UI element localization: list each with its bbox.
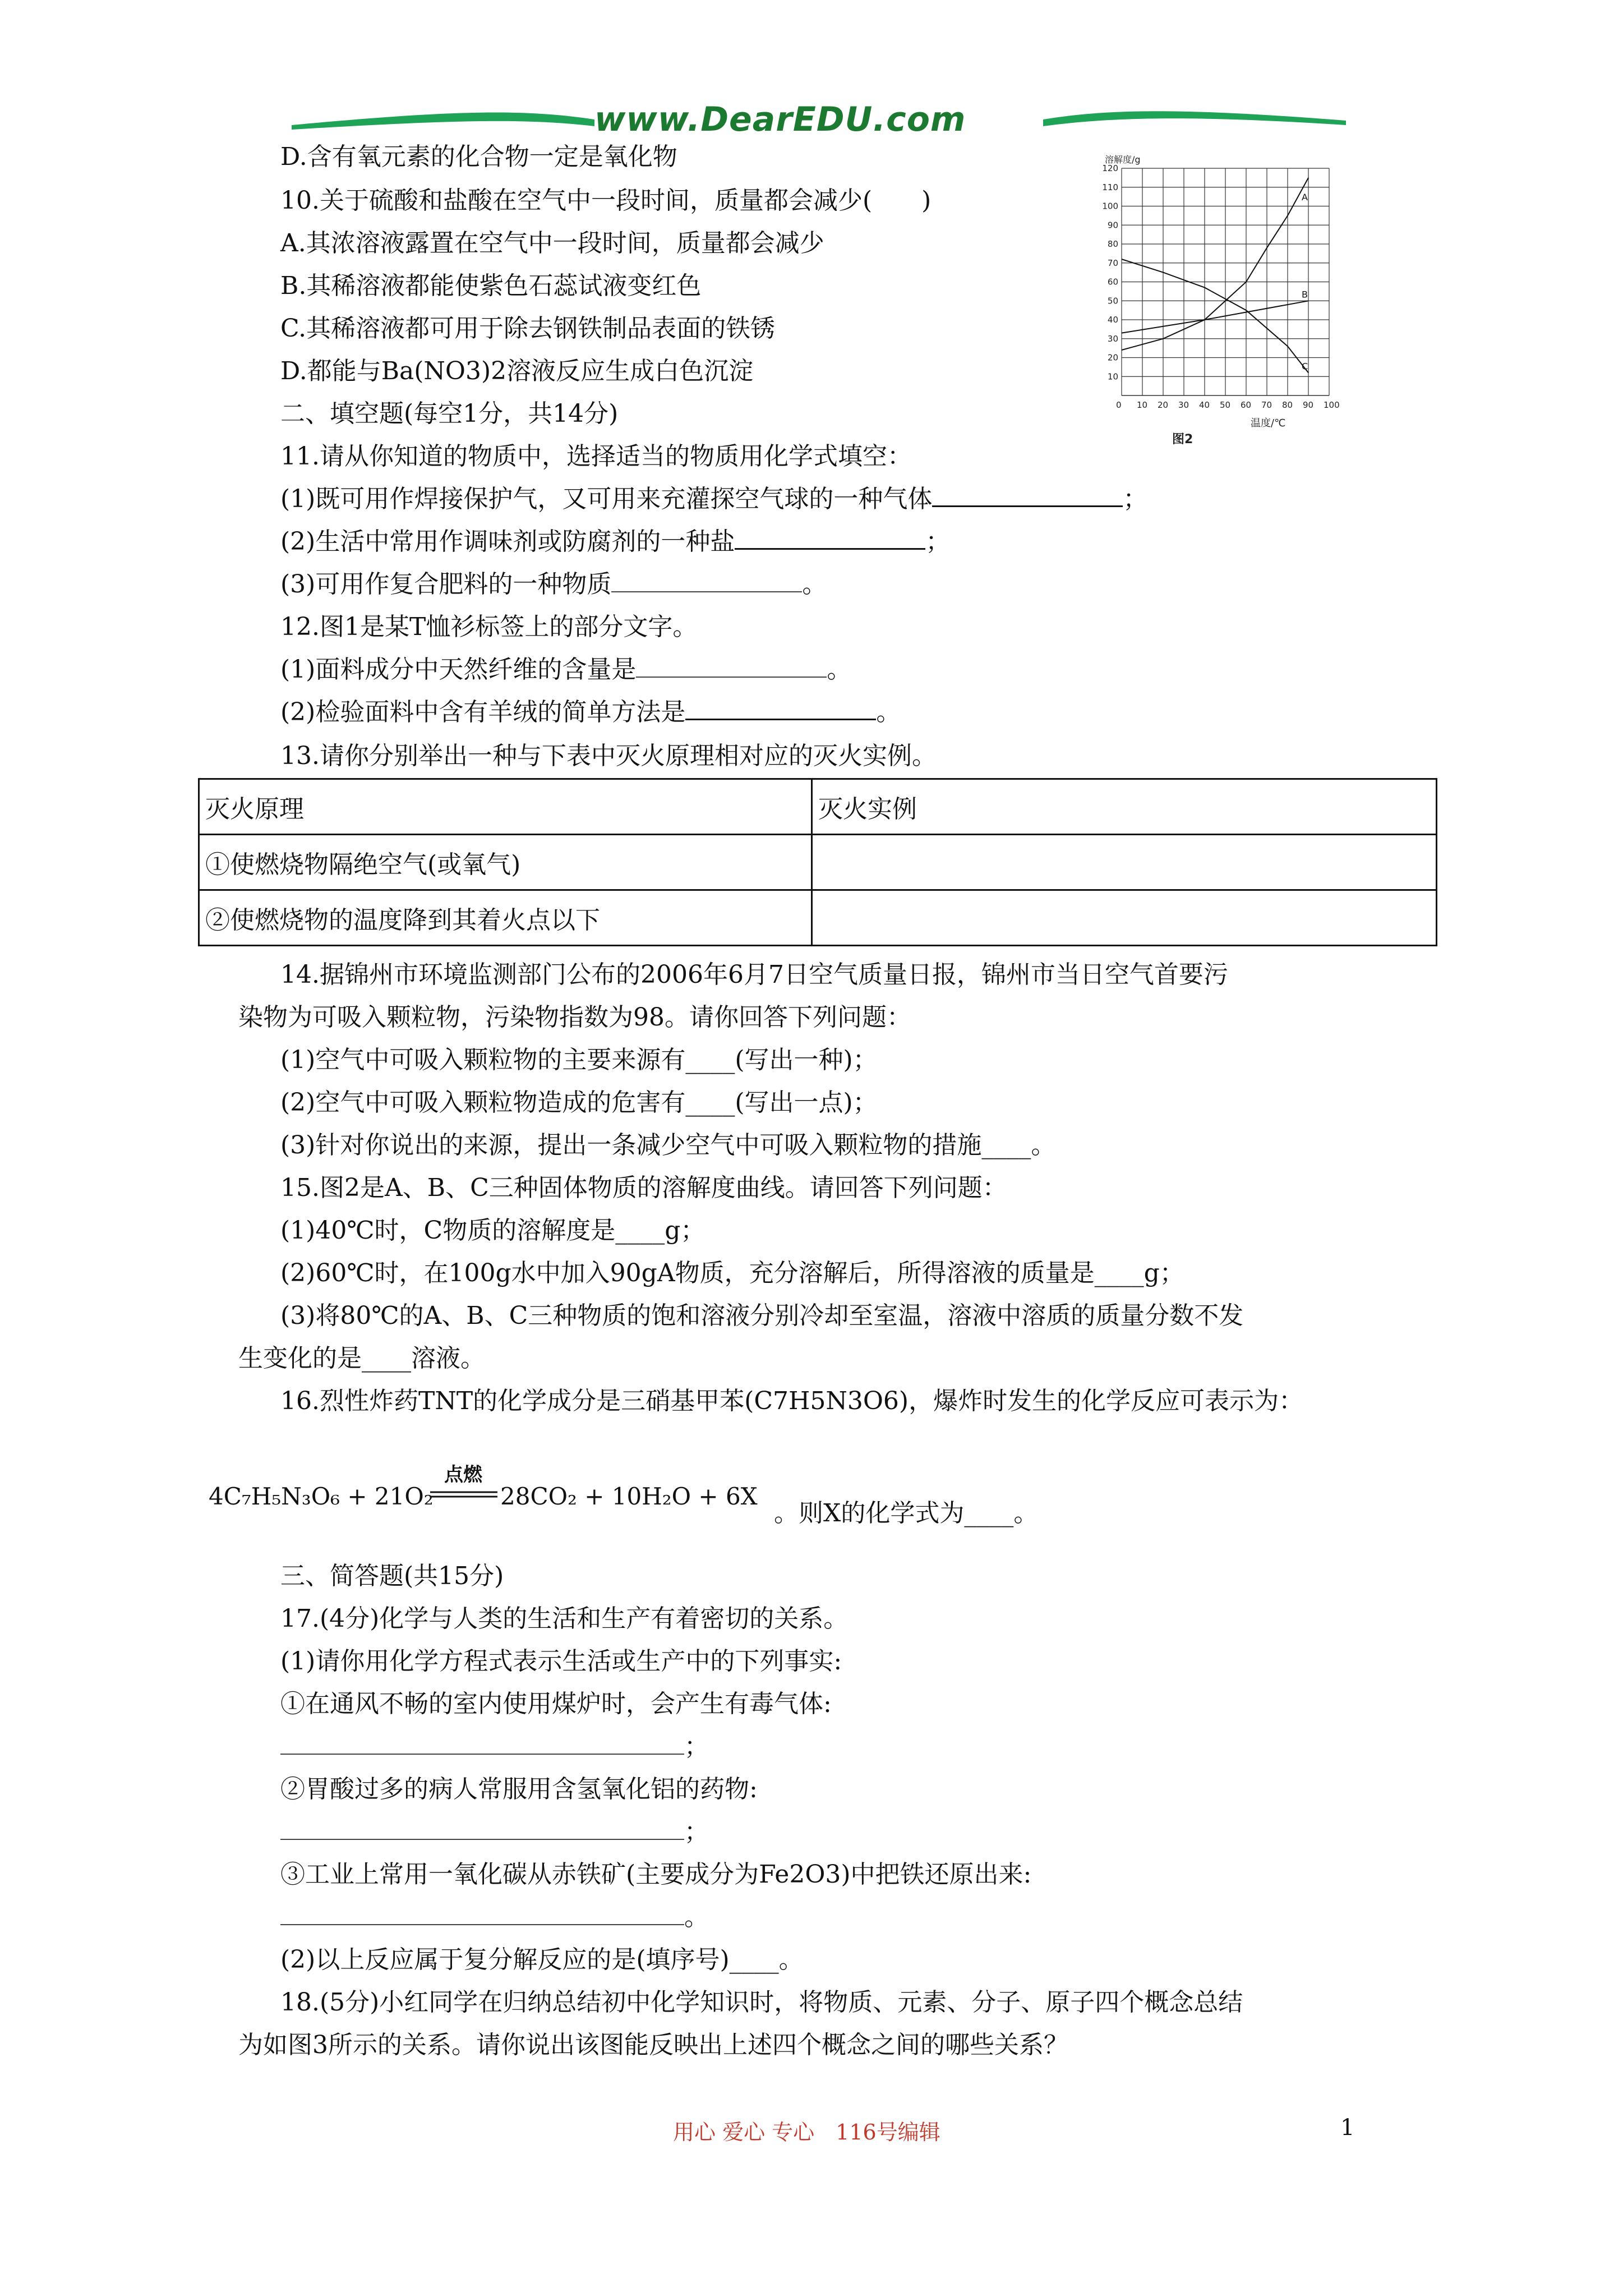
table-cell-principle: ①使燃烧物隔绝空气(或氧气) xyxy=(199,835,812,890)
site-logo[interactable]: www.DearEDU.com xyxy=(594,100,966,139)
answer-blank[interactable] xyxy=(280,1731,684,1755)
q14-stem-cont: 染物为可吸入颗粒物，污染物指数为98。请你回答下列问题： xyxy=(238,1003,911,1032)
equation-condition: 点燃 xyxy=(444,1464,482,1486)
y-tick-label: 80 xyxy=(1107,239,1118,249)
q14-stem: 14.据锦州市环境监测部门公布的2006年6月7日空气质量日报，锦州市当日空气首要污 xyxy=(280,960,1228,989)
curve-A xyxy=(1122,178,1308,350)
q12-stem: 12.图1是某T恤衫标签上的部分文字。 xyxy=(280,613,698,641)
q11-part2 xyxy=(280,525,950,559)
answer-blank[interactable] xyxy=(735,526,925,550)
q15-stem: 15.图2是A、B、C三种固体物质的溶解度曲线。请回答下列问题： xyxy=(280,1174,1007,1202)
y-tick-label: 30 xyxy=(1107,333,1118,344)
q15-part1: (1)40℃时，C物质的溶解度是____g； xyxy=(280,1216,706,1245)
y-tick-label: 110 xyxy=(1102,182,1118,192)
q15-part3: (3)将80℃的A、B、C三种物质的饱和溶液分别冷却至室温，溶液中溶质的质量分数不发 xyxy=(280,1301,1244,1330)
x-tick-label: 90 xyxy=(1303,400,1314,410)
q10-stem: 10.关于硫酸和盐酸在空气中一段时间，质量都会减少( ) xyxy=(280,186,932,215)
y-tick-label: 70 xyxy=(1107,257,1118,268)
table-row xyxy=(199,890,1437,946)
y-tick-label: 10 xyxy=(1107,371,1118,382)
x-tick-label: 100 xyxy=(1324,400,1340,410)
table-cell-answer[interactable] xyxy=(812,835,1437,890)
y-tick-label: 90 xyxy=(1107,220,1118,231)
equation-lhs: 4C₇H₅N₃O₆ + 21O₂ xyxy=(209,1483,434,1510)
punct: ； xyxy=(684,1732,709,1761)
q11-part3 xyxy=(280,568,827,601)
answer-blank[interactable] xyxy=(932,483,1123,507)
equation-rhs: 28CO₂ + 10H₂O + 6X xyxy=(500,1483,758,1510)
x-tick-label: 20 xyxy=(1158,400,1169,410)
y-tick-label: 40 xyxy=(1107,315,1118,325)
q12-part1-text: (1)面料成分中天然纤维的含量是 xyxy=(280,655,637,684)
punct: 。 xyxy=(802,570,827,599)
q12-part2-text: (2)检验面料中含有羊绒的简单方法是 xyxy=(280,698,686,726)
tnt-equation xyxy=(209,1464,797,1520)
table-cell-answer[interactable] xyxy=(812,890,1437,946)
chart-xlabel: 温度/℃ xyxy=(1251,417,1286,429)
answer-blank[interactable] xyxy=(280,1902,684,1925)
q16-end: 。则X的化学式为____。 xyxy=(774,1499,1039,1527)
y-tick-label: 120 xyxy=(1102,163,1118,173)
page-number: 1 xyxy=(1340,2115,1355,2141)
q11-part1 xyxy=(280,482,1147,516)
x-tick-label: 10 xyxy=(1137,400,1148,410)
q14-part3: (3)针对你说出的来源，提出一条减少空气中可吸入颗粒物的措施____。 xyxy=(280,1131,1056,1159)
answer-blank[interactable] xyxy=(611,569,802,592)
y-tick-label: 50 xyxy=(1107,296,1118,306)
q18-stem-cont: 为如图3所示的关系。请你说出该图能反映出上述四个概念之间的哪些关系？ xyxy=(238,2031,1068,2059)
q14-part2: (2)空气中可吸入颗粒物造成的危害有____(写出一点)； xyxy=(280,1088,878,1117)
curve-B xyxy=(1122,301,1308,333)
chart-ylabel: 溶解度/g xyxy=(1105,154,1141,165)
q17-part1: (1)请你用化学方程式表示生活或生产中的下列事实: xyxy=(280,1647,842,1676)
section-3-title: 三、简答题(共15分) xyxy=(280,1562,504,1590)
curve-C xyxy=(1122,259,1308,373)
table-row xyxy=(199,835,1437,890)
q17-part1b-answer xyxy=(280,1815,709,1849)
x-tick-label: 40 xyxy=(1199,400,1210,410)
curve-label: C xyxy=(1302,361,1308,372)
table-cell-principle: ②使燃烧物的温度降到其着火点以下 xyxy=(199,890,812,946)
chart-series-group xyxy=(1122,178,1308,373)
q11-part3-text: (3)可用作复合肥料的一种物质 xyxy=(280,570,612,599)
q10-option-a: A.其浓溶液露置在空气中一段时间，质量都会减少 xyxy=(280,229,824,257)
q17-part1b: ②胃酸过多的病人常服用含氢氧化铝的药物: xyxy=(280,1775,758,1803)
q12-part1 xyxy=(280,653,851,687)
solubility-chart xyxy=(1082,151,1346,449)
y-tick-label: 20 xyxy=(1107,352,1118,363)
q12-part2 xyxy=(280,696,901,729)
y-tick-label: 60 xyxy=(1107,277,1118,287)
q17-part1c-answer xyxy=(280,1901,709,1934)
q14-part1: (1)空气中可吸入颗粒物的主要来源有____(写出一种)； xyxy=(280,1046,878,1074)
x-tick-label: 70 xyxy=(1261,400,1272,410)
x-tick-label: 80 xyxy=(1282,400,1293,410)
q17-part1c: ③工业上常用一氧化碳从赤铁矿(主要成分为Fe2O3)中把铁还原出来: xyxy=(280,1860,1032,1889)
q17-part1a-answer xyxy=(280,1730,709,1764)
q17-part1a: ①在通风不畅的室内使用煤炉时，会产生有毒气体: xyxy=(280,1690,832,1718)
q16-stem: 16.烈性炸药TNT的化学成分是三硝基甲苯(C7H5N3O6)，爆炸时发生的化学反应可表示为： xyxy=(280,1387,1304,1415)
x-tick-label: 30 xyxy=(1178,400,1189,410)
extinguish-table xyxy=(198,778,1437,946)
answer-blank[interactable] xyxy=(636,654,827,678)
table-header-row xyxy=(199,779,1437,835)
x-tick-label: 60 xyxy=(1241,400,1252,410)
q11-stem: 11.请从你知道的物质中，选择适当的物质用化学式填空： xyxy=(280,442,912,471)
x-tick-label: 0 xyxy=(1116,400,1122,410)
q10-option-b: B.其稀溶液都能使紫色石蕊试液变红色 xyxy=(280,272,702,300)
chart-grid xyxy=(1122,168,1329,395)
y-tick-label: 100 xyxy=(1102,201,1118,211)
chart-y-ticks xyxy=(1102,163,1118,381)
q9-option-d: D.含有氧元素的化合物一定是氧化物 xyxy=(280,142,677,171)
punct: 。 xyxy=(876,698,901,726)
q18-stem: 18.(5分)小红同学在归纳总结初中化学知识时，将物质、元素、分子、原子四个概念总结 xyxy=(280,1988,1243,2017)
punct: 。 xyxy=(827,655,852,684)
q10-option-d: D.都能与Ba(NO3)2溶液反应生成白色沉淀 xyxy=(280,357,754,385)
chart-caption: 图2 xyxy=(1172,432,1193,447)
q15-part2: (2)60℃时，在100g水中加入90gA物质，充分溶解后，所得溶液的质量是____g； xyxy=(280,1259,1184,1287)
punct: ； xyxy=(1123,485,1148,513)
q11-part2-text: (2)生活中常用作调味剂或防腐剂的一种盐 xyxy=(280,527,735,556)
punct: ； xyxy=(925,527,951,556)
punct: ； xyxy=(684,1818,709,1846)
answer-blank[interactable] xyxy=(280,1816,684,1840)
curve-label: B xyxy=(1302,289,1308,300)
answer-blank[interactable] xyxy=(685,696,876,720)
punct: 。 xyxy=(684,1903,709,1931)
q17-part2: (2)以上反应属于复分解反应的是(填序号)____。 xyxy=(280,1945,804,1974)
section-2-title: 二、填空题(每空1分，共14分) xyxy=(280,399,619,428)
table-header-principle: 灭火原理 xyxy=(199,779,812,835)
chart-x-ticks xyxy=(1116,400,1340,410)
q11-part1-text: (1)既可用作焊接保护气，又可用来充灌探空气球的一种气体 xyxy=(280,485,933,513)
q13-stem: 13.请你分别举出一种与下表中灭火原理相对应的灭火实例。 xyxy=(280,742,937,770)
footer-text: 用心 爱心 专心 116号编辑 xyxy=(673,2120,940,2145)
q10-option-c: C.其稀溶液都可用于除去钢铁制品表面的铁锈 xyxy=(280,314,776,343)
table-header-example: 灭火实例 xyxy=(812,779,1437,835)
q15-part3-cont: 生变化的是____溶液。 xyxy=(238,1344,485,1373)
curve-label: A xyxy=(1302,191,1308,203)
q17-stem: 17.(4分)化学与人类的生活和生产有着密切的关系。 xyxy=(280,1604,849,1633)
x-tick-label: 50 xyxy=(1220,400,1231,410)
